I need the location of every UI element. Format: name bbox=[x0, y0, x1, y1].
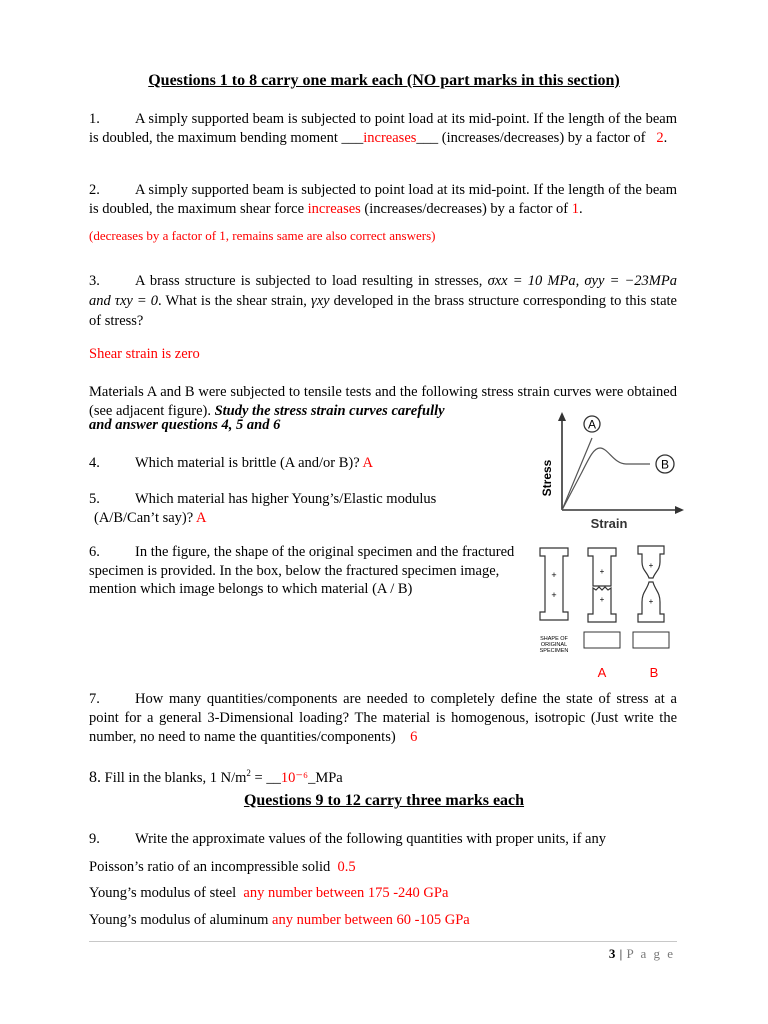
question-8-number: 8. bbox=[89, 768, 101, 786]
question-2-text-a: A simply supported beam is subjected to point load at its mid-point. If the length of the beam is doubled, the maximum shear force bbox=[89, 182, 677, 217]
fractured-a-mark-bottom: + bbox=[599, 595, 605, 604]
question-7 bbox=[89, 690, 677, 747]
question-9 bbox=[89, 830, 606, 849]
question-3-answer: Shear strain is zero bbox=[89, 346, 200, 362]
footer-page-number: 3 bbox=[608, 946, 616, 961]
question-3-math-a: σxx = 10 MPa, σyy = −23MPa and τxy = 0 bbox=[89, 273, 677, 309]
question-9-number: 9. bbox=[89, 831, 100, 847]
question-8-superscript: 2 bbox=[246, 768, 251, 778]
question-7-text: How many quantities/components are needed to completely define the state of stress at a point for a general 3-Dimensional loading? The material is homogenous, isotropic (Just write the number, no need to name the quantities/components) bbox=[89, 691, 677, 745]
question-9-item-2-label: Young’s modulus of steel bbox=[89, 885, 237, 901]
original-label-3: SPECIMEN bbox=[539, 648, 569, 654]
question-9-text: Write the approximate values of the following quantities with proper units, if any bbox=[135, 831, 606, 847]
question-1 bbox=[89, 110, 677, 148]
footer-page-word: P a g e bbox=[626, 946, 675, 961]
footer-rule bbox=[89, 941, 677, 942]
question-5-text-b: (A/B/Can’t say)? bbox=[94, 510, 194, 526]
question-9-item-1-answer: 0.5 bbox=[337, 859, 356, 875]
question-6-line-1 bbox=[89, 543, 514, 562]
question-3-text-c: developed in the brass structure corresponding to this state of stress? bbox=[89, 293, 677, 329]
question-3-math-b: γxy bbox=[310, 293, 330, 309]
answer-box-a bbox=[584, 632, 620, 648]
question-1-number: 1. bbox=[89, 111, 100, 127]
specimen-answer-a: A bbox=[597, 665, 607, 680]
question-5-number: 5. bbox=[89, 491, 100, 507]
stress-axis-arrow bbox=[558, 412, 566, 421]
fractured-b-mark-bottom: + bbox=[648, 597, 654, 606]
question-2 bbox=[89, 181, 677, 219]
answer-box-b bbox=[633, 632, 669, 648]
original-specimen-mark-bottom: + bbox=[551, 590, 557, 600]
strain-axis-label: Strain bbox=[590, 516, 628, 531]
question-6-number: 6. bbox=[89, 544, 100, 560]
question-3 bbox=[89, 271, 677, 331]
question-9-item-1 bbox=[89, 858, 356, 877]
question-6-text-b: specimen is provided. In the box, below the fractured specimen image, bbox=[89, 563, 500, 579]
question-9-item-3-label: Young’s modulus of aluminum bbox=[89, 912, 269, 928]
question-1-text-a: A simply supported beam is subjected to point load at its mid-point. If the length of the beam is doubled, the maximum bending moment ___ bbox=[89, 111, 677, 146]
question-5-answer: A bbox=[196, 510, 207, 526]
intro-emphasis-line-2 bbox=[89, 416, 280, 435]
curve-a-label: A bbox=[587, 417, 597, 432]
question-1-answer-a: increases bbox=[363, 130, 417, 146]
question-2-number: 2. bbox=[89, 182, 100, 198]
question-8 bbox=[89, 764, 343, 788]
question-5-text-a: Which material has higher Young’s/Elastic modulus bbox=[135, 491, 437, 507]
question-2-note: (decreases by a factor of 1, remains same are also correct answers) bbox=[89, 228, 436, 243]
specimen-answer-b: B bbox=[649, 665, 659, 680]
question-4-text: Which material is brittle (A and/or B)? bbox=[135, 455, 360, 471]
question-3-number: 3. bbox=[89, 273, 100, 289]
original-label-1: SHAPE OF bbox=[540, 636, 568, 642]
question-9-item-2 bbox=[89, 884, 448, 903]
question-8-answer: 10⁻⁶ bbox=[280, 769, 309, 786]
stress-strain-figure bbox=[534, 410, 684, 535]
question-2-answer-b: 1 bbox=[571, 201, 579, 217]
question-8-text-a: Fill in the blanks, 1 N/m bbox=[104, 769, 247, 786]
question-5-line-2 bbox=[94, 509, 207, 528]
question-8-text-c: _MPa bbox=[308, 769, 343, 786]
question-1-text-end: . bbox=[663, 130, 668, 146]
curve-a bbox=[562, 438, 592, 510]
question-1-text-b: ___ (increases/decreases) by a factor of bbox=[416, 130, 646, 146]
question-4 bbox=[89, 454, 373, 473]
original-specimen bbox=[540, 548, 568, 620]
footer-separator: | bbox=[619, 946, 623, 961]
section-heading-2: Questions 9 to 12 carry three marks each bbox=[243, 792, 525, 809]
question-2-text-b: (increases/decreases) by a factor of bbox=[364, 201, 569, 217]
section-heading-1: Questions 1 to 8 carry one mark each (NO part marks in this section) bbox=[148, 72, 620, 89]
original-specimen-mark-top: + bbox=[551, 570, 557, 580]
question-2-text-end: . bbox=[578, 201, 583, 217]
stress-axis-label: Stress bbox=[540, 459, 554, 497]
question-9-item-3-answer: any number between 60 -105 GPa bbox=[272, 912, 470, 928]
question-9-item-1-label: Poisson’s ratio of an incompressible solid bbox=[89, 859, 331, 875]
question-7-number: 7. bbox=[89, 691, 100, 707]
intro-text: Materials A and B were subjected to tensile tests and the following stress strain curves were obtained (see adjacent figure). bbox=[89, 384, 677, 419]
question-3-text-b: . What is the shear strain, bbox=[158, 293, 307, 309]
question-2-answer-a: increases bbox=[307, 201, 361, 217]
question-8-text-b: = __ bbox=[250, 769, 281, 786]
fractured-a-mark-top: + bbox=[599, 567, 605, 576]
original-label-2: ORIGINAL bbox=[540, 642, 568, 648]
question-1-answer-b: 2 bbox=[656, 130, 664, 146]
fractured-specimen-a-bottom bbox=[588, 587, 616, 622]
question-9-item-2-answer: any number between 175 -240 GPa bbox=[243, 885, 449, 901]
question-5-line-1 bbox=[89, 490, 436, 509]
strain-axis-arrow bbox=[675, 506, 684, 514]
question-7-answer: 6 bbox=[410, 729, 418, 745]
question-4-answer: A bbox=[362, 455, 373, 471]
curve-b-label: B bbox=[660, 457, 670, 472]
question-6-text-a: In the figure, the shape of the original specimen and the fractured bbox=[135, 544, 515, 560]
question-3-text-a: A brass structure is subjected to load resulting in stresses, bbox=[135, 273, 483, 289]
fractured-b-mark-top: + bbox=[648, 561, 654, 570]
intro-emphasis-a: Study the stress strain curves carefully bbox=[214, 403, 445, 419]
specimens-figure bbox=[534, 540, 684, 685]
intro-emphasis-b: and answer questions 4, 5 and 6 bbox=[89, 417, 281, 433]
question-6-text-c: mention which image belongs to which material (A / B) bbox=[89, 581, 413, 597]
page-footer bbox=[609, 946, 675, 962]
question-9-item-3 bbox=[89, 911, 470, 930]
question-4-number: 4. bbox=[89, 455, 100, 471]
